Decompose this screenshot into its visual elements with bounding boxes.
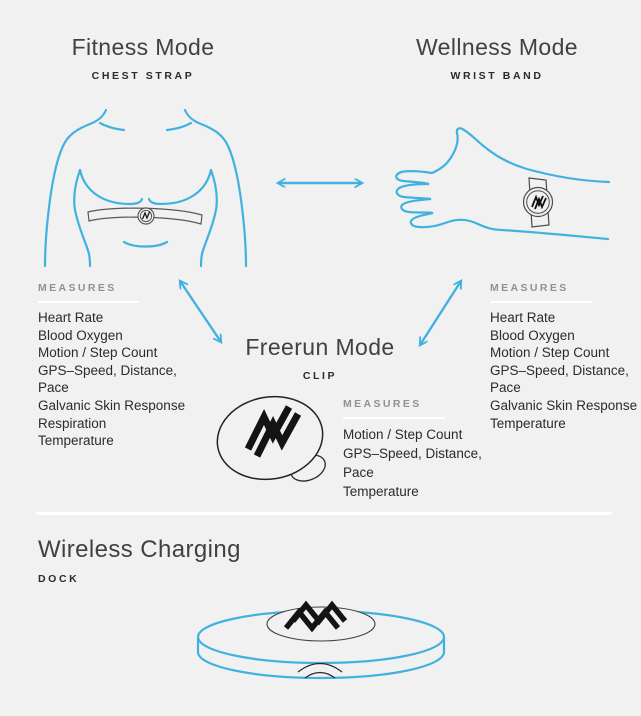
wireless-charging-title: Wireless Charging	[38, 536, 241, 563]
freerun-measures-panel	[343, 398, 503, 501]
measure-item: Respiration	[38, 415, 107, 431]
measure-item: Motion / Step Count	[490, 345, 610, 361]
measure-item: GPS–Speed, Distance, Pace	[343, 446, 482, 480]
measure-item: Heart Rate	[490, 310, 556, 325]
wrist-band-illustration	[390, 118, 612, 270]
measure-item: Galvanic Skin Response	[38, 397, 186, 413]
measure-item: Temperature	[343, 484, 419, 499]
wireless-charging-header	[38, 536, 241, 585]
fitness-mode-header	[43, 34, 243, 82]
wireless-charging-subtitle: DOCK	[38, 573, 80, 585]
measure-item: Blood Oxygen	[490, 327, 575, 343]
freerun-mode-header	[220, 334, 420, 382]
wireless-signal-icon	[298, 664, 342, 679]
measures-heading: MEASURES	[490, 282, 569, 294]
measures-rule	[490, 301, 592, 303]
measure-item: GPS–Speed, Distance, Pace	[38, 362, 177, 396]
wellness-measures-panel	[490, 282, 640, 432]
measures-heading: MEASURES	[343, 398, 422, 410]
measure-item: Temperature	[490, 415, 566, 431]
measures-rule	[38, 301, 139, 303]
wellness-mode-subtitle: WRIST BAND	[450, 70, 544, 82]
fitness-wellness-swap-arrow-icon	[268, 174, 372, 192]
wellness-mode-title: Wellness Mode	[415, 34, 578, 60]
fitness-measures-panel	[38, 282, 206, 450]
wrist-band-device	[524, 178, 553, 227]
charging-dock-illustration	[193, 593, 451, 695]
clip-illustration	[212, 393, 336, 489]
measures-heading: MEASURES	[38, 282, 117, 294]
measure-item: Motion / Step Count	[38, 345, 158, 361]
freerun-mode-subtitle: CLIP	[302, 370, 338, 382]
chest-strap-illustration	[44, 108, 256, 268]
measure-item: Heart Rate	[38, 310, 104, 325]
measure-item: Blood Oxygen	[38, 327, 123, 343]
measures-rule	[343, 417, 445, 419]
measure-item: Galvanic Skin Response	[490, 397, 638, 413]
wellness-mode-header	[397, 34, 597, 82]
freerun-mode-title: Freerun Mode	[245, 334, 395, 360]
chest-strap-device	[88, 208, 202, 224]
measure-item: Motion / Step Count	[343, 427, 463, 442]
section-divider	[36, 512, 612, 515]
measure-item: Temperature	[38, 433, 114, 449]
fitness-mode-subtitle: CHEST STRAP	[91, 70, 195, 82]
measure-item: GPS–Speed, Distance, Pace	[490, 362, 629, 396]
fitness-mode-title: Fitness Mode	[71, 34, 215, 60]
